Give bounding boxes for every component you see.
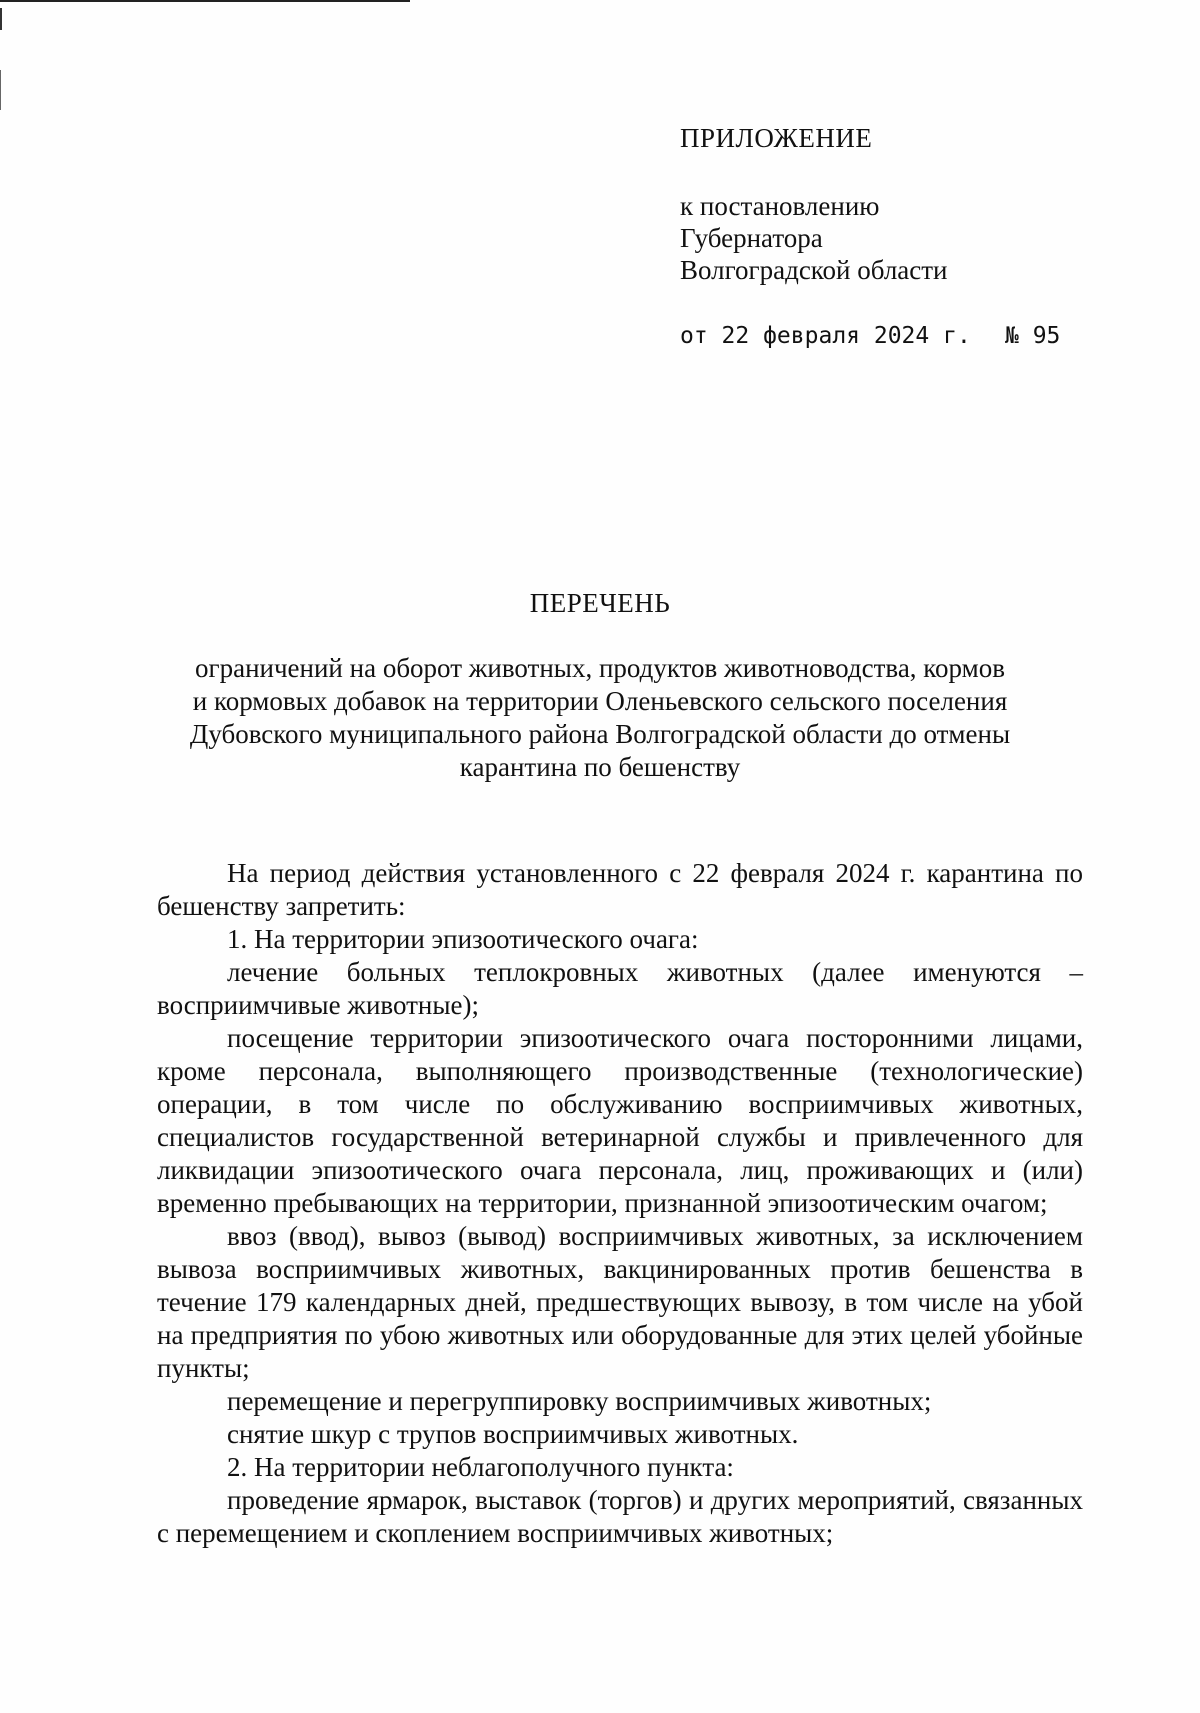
document-body (157, 857, 1083, 1550)
scan-artifact-mark (0, 70, 1, 110)
document-subtitle (150, 652, 1050, 784)
body-paragraph: снятие шкур с трупов восприимчивых животных. (227, 1419, 799, 1449)
subtitle-line: карантина по бешенству (459, 752, 741, 782)
appendix-block (680, 122, 948, 286)
appendix-line: Губернатора (680, 223, 823, 253)
document-title: ПЕРЕЧЕНЬ (529, 588, 671, 618)
decree-number: № 95 (1005, 323, 1061, 349)
body-paragraph: 2. На территории неблагополучного пункта: (227, 1452, 734, 1482)
body-paragraph: перемещение и перегруппировку восприимчивых животных; (227, 1386, 932, 1416)
appendix-title: ПРИЛОЖЕНИЕ (680, 123, 873, 153)
subtitle-line: ограничений на оборот животных, продуктов животноводства, кормов (195, 653, 1005, 683)
body-paragraph: посещение территории эпизоотического очага посторонними лицами, кроме персонала, выполняющего производственные (технологические) операции, в том числе по обслуживанию восприимчивых животных, специалистов государственной ветеринарной службы и привлеченного для ликвидации эпизоотического очага персонала, лиц, проживающих и (или) временно пребывающих на территории, признанной эпизоотическим очагом; (157, 1023, 1083, 1218)
scan-artifact-mark (0, 8, 2, 30)
appendix-line: Волгоградской области (680, 255, 948, 285)
body-paragraph: проведение ярмарок, выставок (торгов) и других мероприятий, связанных с перемещением и скоплением восприимчивых животных; (157, 1485, 1083, 1548)
subtitle-line: Дубовского муниципального района Волгоградской области до отмены (189, 719, 1011, 749)
appendix-line: к постановлению (680, 191, 880, 221)
scan-artifact-line (0, 0, 410, 2)
decree-date-row (680, 323, 1080, 349)
body-paragraph: 1. На территории эпизоотического очага: (227, 924, 699, 954)
subtitle-line: и кормовых добавок на территории Оленьевского сельского поселения (192, 686, 1008, 716)
body-paragraph: лечение больных теплокровных животных (далее именуются – восприимчивые животные); (157, 957, 1083, 1020)
body-paragraph: ввоз (ввод), вывоз (вывод) восприимчивых животных, за исключением вывоза восприимчивых животных, вакцинированных против бешенства в течение 179 календарных дней, предшествующих вывозу, в том числе на убой на предприятия по убою животных или оборудованные для этих целей убойные пункты; (157, 1221, 1083, 1383)
body-paragraph: На период действия установленного с 22 февраля 2024 г. карантина по бешенству запретить: (157, 858, 1083, 921)
decree-date: от 22 февраля 2024 г. (680, 323, 971, 349)
